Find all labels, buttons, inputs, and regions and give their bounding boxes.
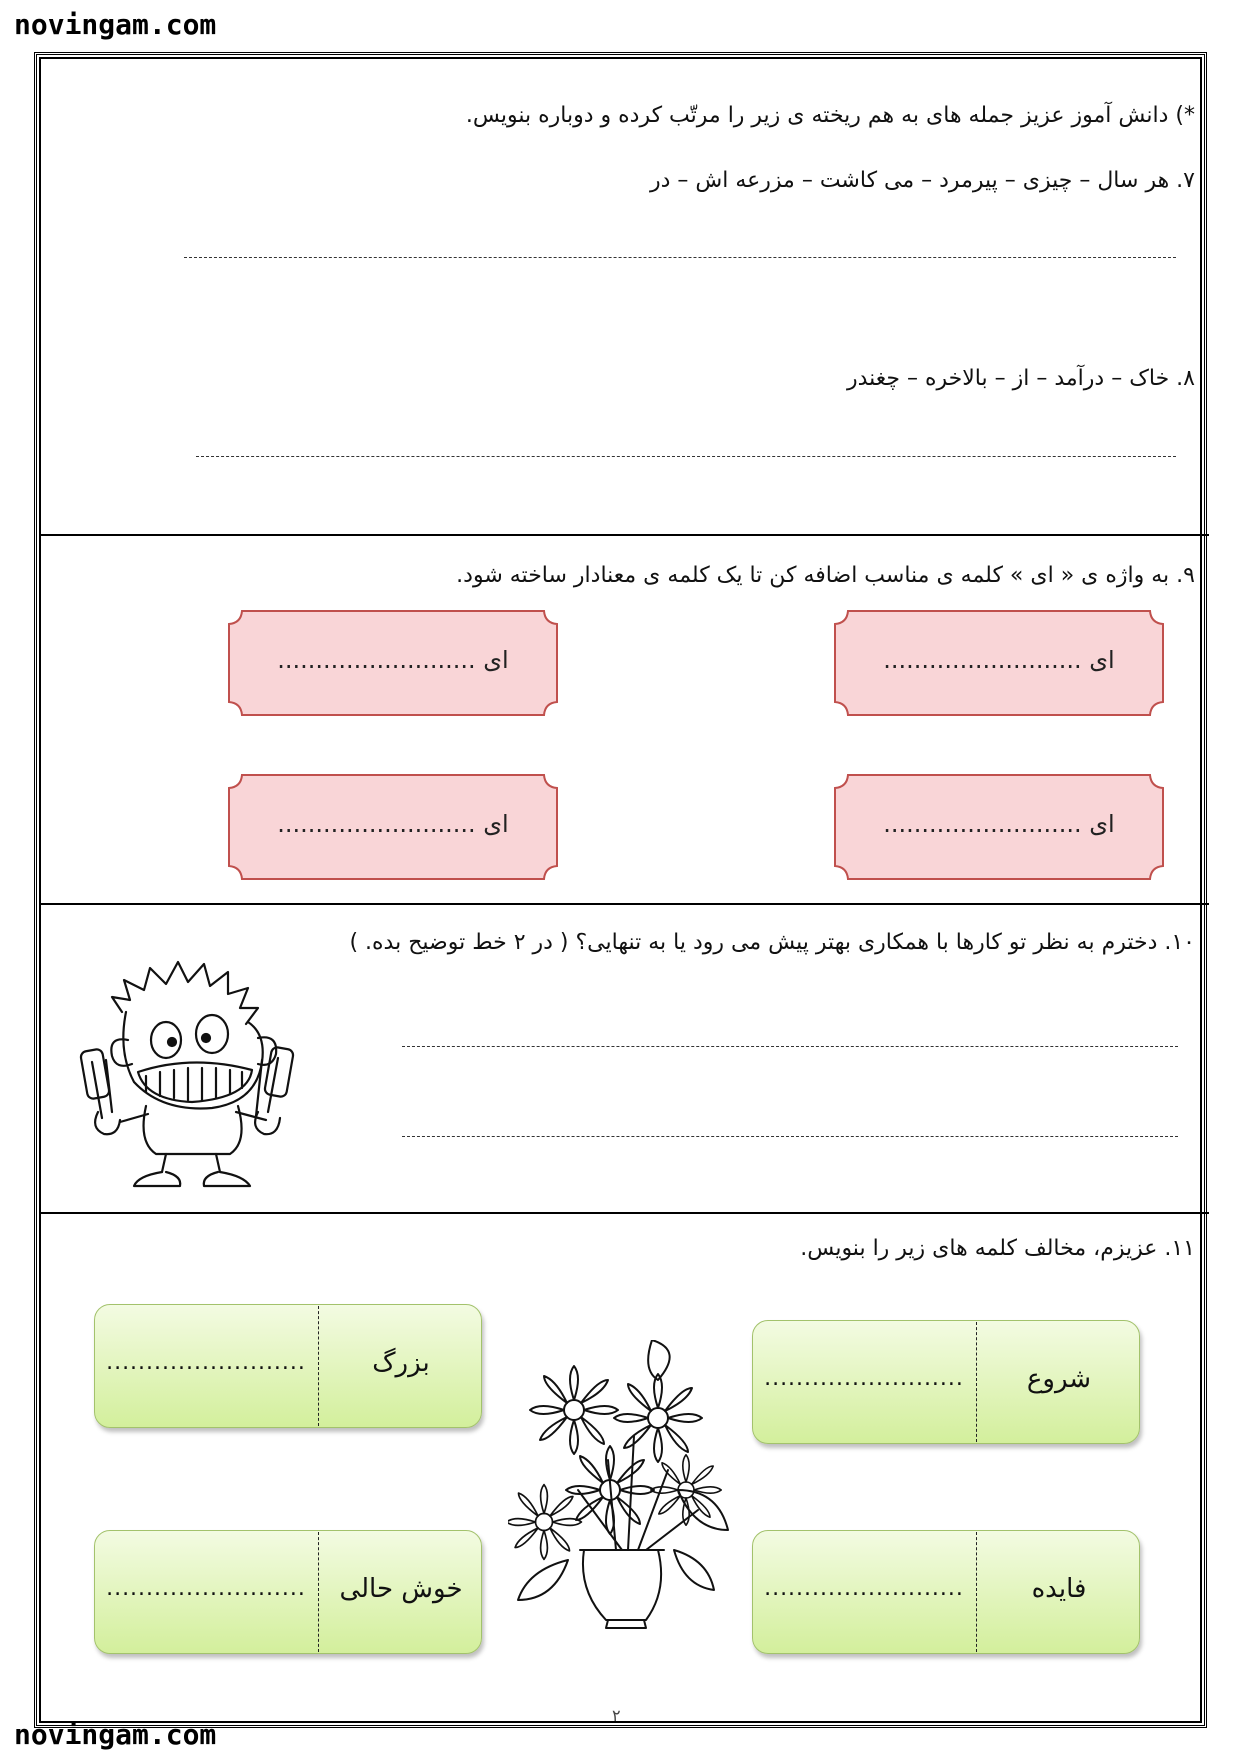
watermark-bottom: novingam.com [14, 1718, 217, 1751]
question-11: ۱۱. عزیزم، مخالف کلمه های زیر را بنویس. [800, 1236, 1195, 1261]
boy-eating-popsicles-illustration [62, 942, 322, 1190]
answer-line[interactable] [402, 1046, 1178, 1047]
page-number: ۲ [612, 1706, 621, 1725]
card-word: شروع [1026, 1364, 1092, 1394]
watermark-top: novingam.com [14, 8, 217, 41]
plaque-text: ای .......................... [277, 810, 509, 838]
question-7: ۷. هر سال – چیزی – پیرمرد – می کاشت – مزرعه اش – در [650, 168, 1195, 193]
question-9: ۹. به واژه ی « ای » کلمه ی مناسب اضافه کن تا یک کلمه ی معنادار ساخته شود. [456, 563, 1195, 588]
card-answer-blank[interactable]: ......................... [764, 1366, 964, 1391]
answer-line[interactable] [196, 456, 1176, 457]
instruction-text: *) دانش آموز عزیز جمله های به هم ریخته ی زیر را مرتّب کرده و دوباره بنویس. [465, 103, 1195, 128]
section-divider [39, 903, 1209, 905]
card-divider [976, 1322, 977, 1442]
plaque-box[interactable] [834, 774, 1164, 880]
card-word: خوش حالی [339, 1574, 463, 1604]
plaque-text: ای .......................... [883, 646, 1115, 674]
question-8: ۸. خاک – درآمد – از – بالاخره – چغندر [846, 366, 1195, 391]
card-answer-blank[interactable]: ......................... [106, 1350, 306, 1375]
card-word: فایده [1031, 1574, 1087, 1604]
flower-vase-illustration [508, 1340, 738, 1630]
card-answer-blank[interactable]: ......................... [764, 1576, 964, 1601]
card-answer-blank[interactable]: ......................... [106, 1576, 306, 1601]
opposite-word-card[interactable] [752, 1320, 1144, 1448]
card-word: بزرگ [372, 1348, 430, 1378]
section-divider [39, 1212, 1209, 1214]
section-divider [39, 534, 1209, 536]
answer-line[interactable] [184, 257, 1176, 258]
plaque-text: ای .......................... [883, 810, 1115, 838]
card-divider [318, 1532, 319, 1652]
plaque-box[interactable] [228, 774, 558, 880]
answer-line[interactable] [402, 1136, 1178, 1137]
opposite-word-card[interactable] [752, 1530, 1144, 1658]
question-10: ۱۰. دخترم به نظر تو کارها با همکاری بهتر پیش می رود یا به تنهایی؟ ( در ۲ خط توضیح بده. ) [349, 930, 1195, 955]
card-divider [976, 1532, 977, 1652]
card-divider [318, 1306, 319, 1426]
plaque-box[interactable] [834, 610, 1164, 716]
plaque-box[interactable] [228, 610, 558, 716]
plaque-text: ای .......................... [277, 646, 509, 674]
opposite-word-card[interactable] [94, 1530, 486, 1658]
opposite-word-card[interactable] [94, 1304, 486, 1432]
